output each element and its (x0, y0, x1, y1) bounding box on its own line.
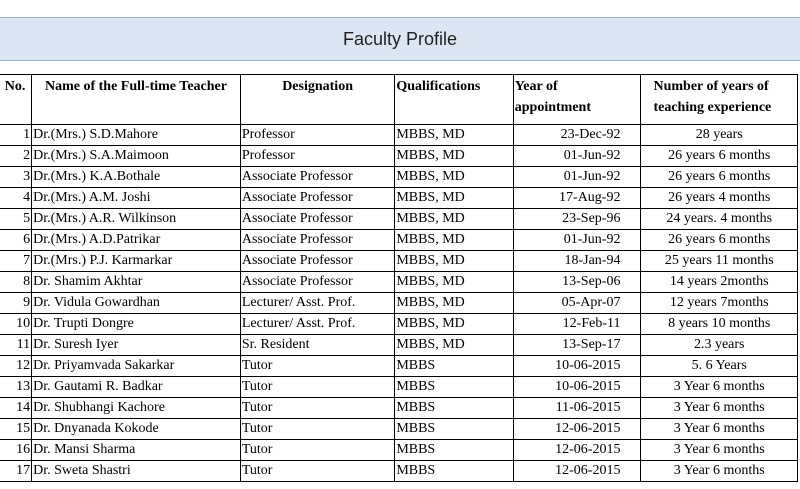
cell-designation: Tutor (240, 377, 394, 398)
cell-year: 05-Apr-07 (513, 293, 641, 314)
cell-no: 10 (0, 314, 32, 335)
table-row (0, 146, 798, 167)
cell-year: 11-06-2015 (513, 398, 641, 419)
cell-name: Dr.(Mrs.) A.M. Joshi (32, 188, 241, 209)
cell-year: 10-06-2015 (513, 356, 641, 377)
cell-year: 18-Jan-94 (513, 251, 641, 272)
header-designation: Designation (240, 75, 394, 125)
cell-qualifications: MBBS, MD (395, 125, 513, 146)
cell-experience: 8 years 10 months (641, 314, 798, 335)
cell-no: 1 (0, 125, 32, 146)
cell-qualifications: MBBS (395, 440, 513, 461)
cell-designation: Associate Professor (240, 251, 394, 272)
cell-designation: Professor (240, 125, 394, 146)
cell-experience: 24 years. 4 months (641, 209, 798, 230)
cell-name: Dr. Mansi Sharma (32, 440, 241, 461)
header-year-line2: appointment (514, 100, 591, 115)
cell-designation: Tutor (240, 398, 394, 419)
table-row (0, 335, 798, 356)
cell-designation: Associate Professor (240, 272, 394, 293)
cell-experience: 5. 6 Years (641, 356, 798, 377)
cell-designation: Professor (240, 146, 394, 167)
cell-name: Dr.(Mrs.) K.A.Bothale (32, 167, 241, 188)
cell-experience: 26 years 4 months (641, 188, 798, 209)
cell-no: 8 (0, 272, 32, 293)
cell-name: Dr. Shubhangi Kachore (32, 398, 241, 419)
cell-qualifications: MBBS (395, 419, 513, 440)
cell-name: Dr. Vidula Gowardhan (32, 293, 241, 314)
cell-designation: Associate Professor (240, 188, 394, 209)
cell-no: 4 (0, 188, 32, 209)
cell-name: Dr.(Mrs.) S.A.Maimoon (32, 146, 241, 167)
cell-no: 5 (0, 209, 32, 230)
cell-name: Dr.(Mrs.) A.R. Wilkinson (32, 209, 241, 230)
cell-designation: Lecturer/ Asst. Prof. (240, 314, 394, 335)
cell-no: 13 (0, 377, 32, 398)
cell-no: 12 (0, 356, 32, 377)
cell-qualifications: MBBS (395, 398, 513, 419)
cell-qualifications: MBBS, MD (395, 251, 513, 272)
cell-qualifications: MBBS, MD (395, 209, 513, 230)
cell-experience: 26 years 6 months (641, 167, 798, 188)
cell-year: 12-06-2015 (513, 461, 641, 482)
cell-experience: 25 years 11 months (641, 251, 798, 272)
table-row (0, 356, 798, 377)
cell-year: 12-06-2015 (513, 419, 641, 440)
table-row (0, 377, 798, 398)
cell-experience: 14 years 2months (641, 272, 798, 293)
cell-year: 01-Jun-92 (513, 167, 641, 188)
table-row (0, 125, 798, 146)
cell-year: 12-Feb-11 (513, 314, 641, 335)
cell-qualifications: MBBS, MD (395, 293, 513, 314)
cell-year: 12-06-2015 (513, 440, 641, 461)
cell-no: 16 (0, 440, 32, 461)
cell-qualifications: MBBS (395, 461, 513, 482)
table-row (0, 440, 798, 461)
cell-designation: Tutor (240, 440, 394, 461)
table-row (0, 188, 798, 209)
cell-experience: 3 Year 6 months (641, 440, 798, 461)
cell-year: 23-Sep-96 (513, 209, 641, 230)
cell-name: Dr. Suresh Iyer (32, 335, 241, 356)
cell-designation: Associate Professor (240, 209, 394, 230)
cell-no: 11 (0, 335, 32, 356)
header-name: Name of the Full-time Teacher (32, 75, 241, 125)
table-row (0, 419, 798, 440)
faculty-table (0, 74, 798, 482)
cell-name: Dr.(Mrs.) S.D.Mahore (32, 125, 241, 146)
cell-designation: Lecturer/ Asst. Prof. (240, 293, 394, 314)
cell-year: 23-Dec-92 (513, 125, 641, 146)
cell-name: Dr. Gautami R. Badkar (32, 377, 241, 398)
cell-year: 13-Sep-17 (513, 335, 641, 356)
title-bar (0, 17, 800, 61)
cell-name: Dr. Dnyanada Kokode (32, 419, 241, 440)
table-row (0, 230, 798, 251)
table-row (0, 461, 798, 482)
cell-year: 17-Aug-92 (513, 188, 641, 209)
cell-designation: Associate Professor (240, 167, 394, 188)
cell-name: Dr. Shamim Akhtar (32, 272, 241, 293)
cell-qualifications: MBBS (395, 356, 513, 377)
cell-no: 2 (0, 146, 32, 167)
cell-designation: Tutor (240, 356, 394, 377)
table-row (0, 314, 798, 335)
cell-experience: 3 Year 6 months (641, 398, 798, 419)
table-row (0, 209, 798, 230)
cell-name: Dr. Priyamvada Sakarkar (32, 356, 241, 377)
cell-qualifications: MBBS, MD (395, 188, 513, 209)
header-exp-line1: Number of years of (653, 79, 769, 94)
cell-experience: 26 years 6 months (641, 230, 798, 251)
table-row (0, 251, 798, 272)
cell-qualifications: MBBS, MD (395, 146, 513, 167)
cell-experience: 3 Year 6 months (641, 461, 798, 482)
cell-designation: Tutor (240, 461, 394, 482)
cell-designation: Sr. Resident (240, 335, 394, 356)
table-row (0, 272, 798, 293)
cell-experience: 3 Year 6 months (641, 377, 798, 398)
table-row (0, 293, 798, 314)
header-experience (641, 75, 798, 125)
cell-no: 3 (0, 167, 32, 188)
cell-no: 14 (0, 398, 32, 419)
cell-experience: 26 years 6 months (641, 146, 798, 167)
cell-experience: 12 years 7months (641, 293, 798, 314)
cell-year: 13-Sep-06 (513, 272, 641, 293)
page-title: Faculty Profile (342, 28, 458, 49)
cell-name: Dr.(Mrs.) P.J. Karmarkar (32, 251, 241, 272)
cell-qualifications: MBBS, MD (395, 335, 513, 356)
cell-year: 01-Jun-92 (513, 230, 641, 251)
cell-no: 7 (0, 251, 32, 272)
cell-experience: 3 Year 6 months (641, 419, 798, 440)
cell-qualifications: MBBS, MD (395, 314, 513, 335)
header-exp-line2: teaching experience (653, 100, 772, 115)
cell-name: Dr. Trupti Dongre (32, 314, 241, 335)
header-row (0, 75, 798, 125)
cell-qualifications: MBBS, MD (395, 272, 513, 293)
cell-qualifications: MBBS (395, 377, 513, 398)
cell-year: 10-06-2015 (513, 377, 641, 398)
cell-qualifications: MBBS, MD (395, 167, 513, 188)
cell-designation: Associate Professor (240, 230, 394, 251)
cell-no: 9 (0, 293, 32, 314)
cell-no: 6 (0, 230, 32, 251)
cell-experience: 28 years (641, 125, 798, 146)
header-no: No. (0, 75, 32, 125)
cell-qualifications: MBBS, MD (395, 230, 513, 251)
header-year (513, 75, 641, 125)
cell-designation: Tutor (240, 419, 394, 440)
cell-experience: 2.3 years (641, 335, 798, 356)
table-row (0, 167, 798, 188)
table-row (0, 398, 798, 419)
header-qualifications: Qualifications (395, 75, 513, 125)
cell-no: 17 (0, 461, 32, 482)
header-year-line1: Year of (514, 79, 558, 94)
cell-no: 15 (0, 419, 32, 440)
cell-year: 01-Jun-92 (513, 146, 641, 167)
cell-name: Dr. Sweta Shastri (32, 461, 241, 482)
cell-name: Dr.(Mrs.) A.D.Patrikar (32, 230, 241, 251)
